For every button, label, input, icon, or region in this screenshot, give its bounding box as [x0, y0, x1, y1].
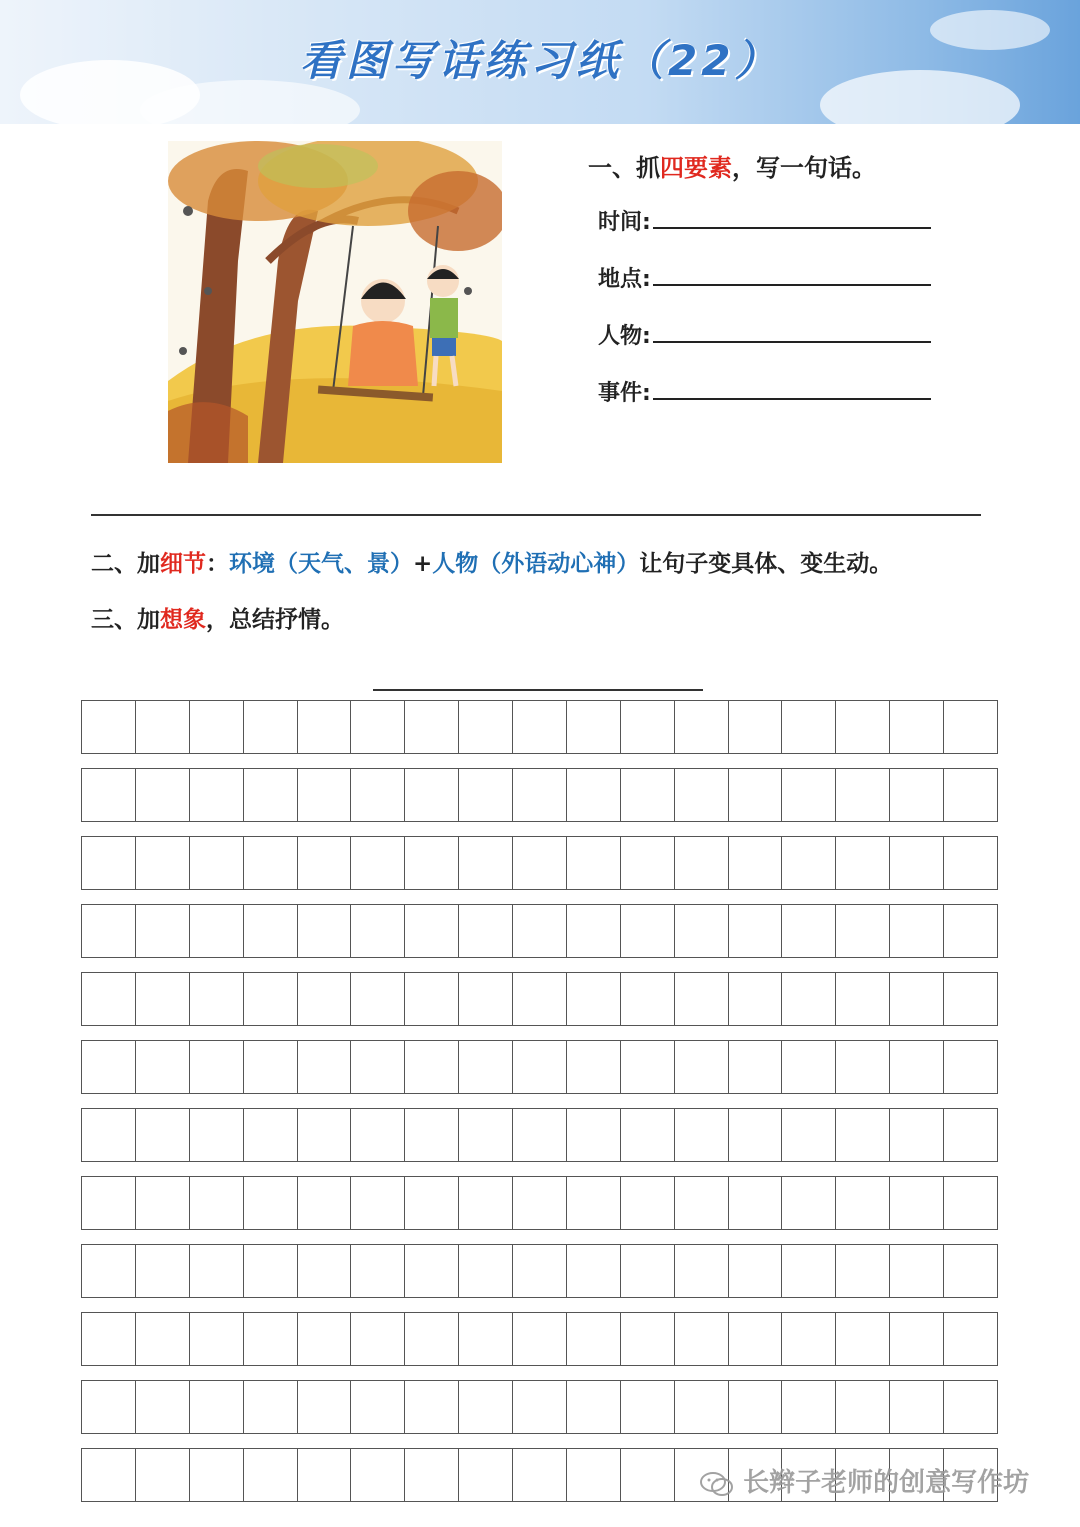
grid-cell[interactable] [567, 1381, 621, 1433]
grid-cell[interactable] [351, 1449, 405, 1501]
grid-cell[interactable] [459, 701, 513, 753]
section2-env: 环境（天气、景） [229, 551, 413, 577]
section2-prefix: 二、加 [91, 551, 160, 577]
grid-cell[interactable] [136, 1041, 190, 1093]
grid-cell[interactable] [675, 905, 729, 957]
grid-cell[interactable] [890, 905, 944, 957]
field-event-line[interactable] [653, 380, 931, 400]
grid-cell[interactable] [298, 701, 352, 753]
grid-cell[interactable] [298, 905, 352, 957]
grid-row [81, 904, 998, 958]
section2-people: 人物（外语动心神） [432, 551, 640, 577]
grid-cell[interactable] [190, 1041, 244, 1093]
grid-cell[interactable] [298, 837, 352, 889]
grid-cell[interactable] [729, 1381, 783, 1433]
grid-cell[interactable] [836, 1109, 890, 1161]
field-time[interactable] [598, 205, 931, 236]
grid-cell[interactable] [190, 973, 244, 1025]
grid-cell[interactable] [729, 973, 783, 1025]
grid-cell[interactable] [675, 837, 729, 889]
grid-cell[interactable] [136, 1449, 190, 1501]
grid-row [81, 1312, 998, 1366]
grid-cell[interactable] [944, 837, 998, 889]
grid-cell[interactable] [405, 837, 459, 889]
grid-cell[interactable] [836, 1041, 890, 1093]
field-place[interactable] [598, 262, 931, 293]
grid-cell[interactable] [82, 1449, 136, 1501]
grid-cell[interactable] [675, 1177, 729, 1229]
grid-cell[interactable] [190, 1381, 244, 1433]
section2-plus: + [413, 551, 433, 577]
grid-cell[interactable] [298, 1449, 352, 1501]
grid-cell[interactable] [244, 1381, 298, 1433]
section1-suffix: ，写一句话。 [732, 154, 876, 182]
grid-cell[interactable] [621, 1177, 675, 1229]
grid-cell[interactable] [836, 769, 890, 821]
grid-cell[interactable] [136, 1381, 190, 1433]
grid-cell[interactable] [890, 769, 944, 821]
grid-cell[interactable] [405, 701, 459, 753]
grid-cell[interactable] [459, 905, 513, 957]
grid-cell[interactable] [351, 1381, 405, 1433]
grid-cell[interactable] [513, 769, 567, 821]
grid-cell[interactable] [890, 837, 944, 889]
grid-cell[interactable] [836, 1381, 890, 1433]
grid-cell[interactable] [621, 1313, 675, 1365]
grid-cell[interactable] [351, 1177, 405, 1229]
grid-cell[interactable] [136, 837, 190, 889]
grid-row [81, 1040, 998, 1094]
grid-cell[interactable] [244, 1245, 298, 1297]
grid-cell[interactable] [405, 1245, 459, 1297]
section3-heading [91, 601, 344, 634]
grid-cell[interactable] [405, 905, 459, 957]
grid-cell[interactable] [298, 769, 352, 821]
grid-cell[interactable] [729, 769, 783, 821]
grid-row [81, 1380, 998, 1434]
grid-row [81, 972, 998, 1026]
grid-cell[interactable] [675, 973, 729, 1025]
grid-cell[interactable] [567, 973, 621, 1025]
grid-cell[interactable] [782, 837, 836, 889]
grid-cell[interactable] [513, 1041, 567, 1093]
grid-cell[interactable] [729, 837, 783, 889]
grid-row [81, 768, 998, 822]
grid-cell[interactable] [621, 1449, 675, 1501]
grid-cell[interactable] [621, 1245, 675, 1297]
grid-cell[interactable] [405, 769, 459, 821]
grid-cell[interactable] [190, 769, 244, 821]
grid-cell[interactable] [782, 1041, 836, 1093]
grid-cell[interactable] [298, 1381, 352, 1433]
grid-cell[interactable] [136, 1313, 190, 1365]
section1-prefix: 一、抓 [588, 154, 660, 182]
grid-cell[interactable] [351, 1041, 405, 1093]
section2-suffix: 让句子变具体、变生动。 [639, 551, 893, 577]
field-person-label: 人物: [598, 324, 651, 349]
grid-cell[interactable] [567, 1109, 621, 1161]
grid-cell[interactable] [244, 769, 298, 821]
grid-cell[interactable] [82, 1041, 136, 1093]
field-person[interactable] [598, 319, 931, 350]
grid-row [81, 1108, 998, 1162]
grid-cell[interactable] [298, 1177, 352, 1229]
field-time-label: 时间: [598, 210, 651, 235]
grid-cell[interactable] [136, 973, 190, 1025]
section-divider [91, 514, 981, 516]
grid-cell[interactable] [729, 1313, 783, 1365]
grid-cell[interactable] [675, 1109, 729, 1161]
section3-highlight: 想象 [160, 607, 206, 633]
grid-cell[interactable] [351, 1245, 405, 1297]
grid-cell[interactable] [890, 701, 944, 753]
grid-cell[interactable] [944, 905, 998, 957]
grid-cell[interactable] [567, 1041, 621, 1093]
grid-cell[interactable] [782, 905, 836, 957]
grid-cell[interactable] [136, 1245, 190, 1297]
grid-cell[interactable] [567, 1177, 621, 1229]
field-place-label: 地点: [598, 267, 651, 292]
grid-cell[interactable] [782, 973, 836, 1025]
grid-cell[interactable] [944, 769, 998, 821]
essay-title-line[interactable] [373, 689, 703, 691]
grid-cell[interactable] [513, 701, 567, 753]
grid-cell[interactable] [298, 1245, 352, 1297]
grid-cell[interactable] [244, 701, 298, 753]
grid-cell[interactable] [567, 1245, 621, 1297]
grid-cell[interactable] [351, 1313, 405, 1365]
grid-cell[interactable] [244, 1041, 298, 1093]
grid-cell[interactable] [405, 973, 459, 1025]
grid-cell[interactable] [190, 905, 244, 957]
grid-cell[interactable] [82, 701, 136, 753]
section2-heading [91, 545, 892, 578]
grid-cell[interactable] [244, 905, 298, 957]
grid-cell[interactable] [82, 769, 136, 821]
grid-row [81, 836, 998, 890]
grid-cell[interactable] [944, 1313, 998, 1365]
grid-cell[interactable] [890, 1381, 944, 1433]
grid-cell[interactable] [459, 1109, 513, 1161]
grid-cell[interactable] [82, 1109, 136, 1161]
wechat-icon [700, 1471, 734, 1497]
grid-cell[interactable] [82, 1313, 136, 1365]
grid-cell[interactable] [836, 1245, 890, 1297]
grid-cell[interactable] [190, 1177, 244, 1229]
section1-highlight: 四要素 [660, 154, 732, 182]
section1-heading [588, 148, 876, 183]
grid-cell[interactable] [459, 1313, 513, 1365]
grid-cell[interactable] [675, 701, 729, 753]
watermark [700, 1462, 1029, 1499]
grid-cell[interactable] [82, 973, 136, 1025]
section2-colon: ： [206, 551, 229, 577]
grid-cell[interactable] [782, 1313, 836, 1365]
grid-cell[interactable] [944, 1109, 998, 1161]
grid-row [81, 1244, 998, 1298]
grid-cell[interactable] [944, 973, 998, 1025]
grid-cell[interactable] [729, 1245, 783, 1297]
grid-cell[interactable] [298, 1109, 352, 1161]
grid-cell[interactable] [351, 837, 405, 889]
grid-cell[interactable] [513, 1245, 567, 1297]
grid-cell[interactable] [459, 1449, 513, 1501]
grid-cell[interactable] [459, 1177, 513, 1229]
grid-cell[interactable] [782, 1177, 836, 1229]
grid-cell[interactable] [298, 1041, 352, 1093]
grid-cell[interactable] [567, 769, 621, 821]
grid-cell[interactable] [890, 1313, 944, 1365]
grid-cell[interactable] [567, 701, 621, 753]
section3-suffix: ，总结抒情。 [206, 607, 344, 633]
grid-cell[interactable] [729, 1041, 783, 1093]
grid-cell[interactable] [298, 1313, 352, 1365]
grid-cell[interactable] [729, 701, 783, 753]
grid-cell[interactable] [675, 1313, 729, 1365]
grid-cell[interactable] [621, 1109, 675, 1161]
grid-cell[interactable] [621, 973, 675, 1025]
grid-cell[interactable] [621, 905, 675, 957]
grid-cell[interactable] [513, 1109, 567, 1161]
grid-cell[interactable] [244, 1177, 298, 1229]
grid-cell[interactable] [82, 905, 136, 957]
grid-cell[interactable] [567, 837, 621, 889]
grid-cell[interactable] [782, 769, 836, 821]
writing-grid[interactable] [81, 700, 998, 1516]
grid-cell[interactable] [82, 1381, 136, 1433]
grid-cell[interactable] [621, 1381, 675, 1433]
grid-cell[interactable] [190, 701, 244, 753]
grid-cell[interactable] [944, 701, 998, 753]
field-event[interactable] [598, 376, 931, 407]
grid-cell[interactable] [82, 1177, 136, 1229]
grid-cell[interactable] [567, 1449, 621, 1501]
swing-illustration [168, 141, 502, 463]
grid-cell[interactable] [136, 905, 190, 957]
grid-cell[interactable] [190, 1109, 244, 1161]
grid-cell[interactable] [890, 1041, 944, 1093]
grid-row [81, 700, 998, 754]
grid-cell[interactable] [351, 701, 405, 753]
grid-cell[interactable] [675, 1245, 729, 1297]
grid-cell[interactable] [621, 1041, 675, 1093]
grid-cell[interactable] [459, 1381, 513, 1433]
grid-cell[interactable] [567, 1313, 621, 1365]
grid-cell[interactable] [729, 905, 783, 957]
grid-cell[interactable] [513, 973, 567, 1025]
section3-prefix: 三、加 [91, 607, 160, 633]
grid-row [81, 1176, 998, 1230]
grid-cell[interactable] [890, 1177, 944, 1229]
grid-cell[interactable] [621, 837, 675, 889]
grid-cell[interactable] [244, 1449, 298, 1501]
grid-cell[interactable] [190, 1245, 244, 1297]
grid-cell[interactable] [351, 1109, 405, 1161]
grid-cell[interactable] [782, 701, 836, 753]
grid-cell[interactable] [459, 1041, 513, 1093]
grid-cell[interactable] [459, 1245, 513, 1297]
grid-cell[interactable] [244, 837, 298, 889]
grid-cell[interactable] [190, 1449, 244, 1501]
grid-cell[interactable] [836, 701, 890, 753]
grid-cell[interactable] [513, 1313, 567, 1365]
grid-cell[interactable] [513, 1177, 567, 1229]
grid-cell[interactable] [836, 1313, 890, 1365]
grid-cell[interactable] [459, 769, 513, 821]
field-event-label: 事件: [598, 381, 651, 406]
grid-cell[interactable] [836, 1177, 890, 1229]
grid-cell[interactable] [729, 1177, 783, 1229]
grid-cell[interactable] [244, 1313, 298, 1365]
grid-cell[interactable] [351, 769, 405, 821]
grid-cell[interactable] [782, 1245, 836, 1297]
grid-cell[interactable] [244, 1109, 298, 1161]
field-person-line[interactable] [653, 323, 931, 343]
grid-cell[interactable] [190, 1313, 244, 1365]
grid-cell[interactable] [190, 837, 244, 889]
grid-cell[interactable] [890, 1109, 944, 1161]
grid-cell[interactable] [459, 837, 513, 889]
grid-cell[interactable] [675, 1041, 729, 1093]
grid-cell[interactable] [944, 1177, 998, 1229]
field-time-line[interactable] [653, 209, 931, 229]
grid-cell[interactable] [567, 905, 621, 957]
grid-cell[interactable] [944, 1245, 998, 1297]
header-banner [0, 0, 1080, 124]
grid-cell[interactable] [405, 1313, 459, 1365]
grid-cell[interactable] [351, 905, 405, 957]
grid-cell[interactable] [244, 973, 298, 1025]
grid-cell[interactable] [944, 1041, 998, 1093]
grid-cell[interactable] [944, 1381, 998, 1433]
grid-cell[interactable] [675, 769, 729, 821]
grid-cell[interactable] [513, 905, 567, 957]
grid-cell[interactable] [836, 837, 890, 889]
grid-cell[interactable] [890, 1245, 944, 1297]
grid-cell[interactable] [836, 973, 890, 1025]
grid-cell[interactable] [621, 769, 675, 821]
grid-cell[interactable] [782, 1109, 836, 1161]
grid-cell[interactable] [82, 837, 136, 889]
grid-cell[interactable] [782, 1381, 836, 1433]
section2-highlight: 细节 [160, 551, 206, 577]
grid-cell[interactable] [405, 1041, 459, 1093]
grid-cell[interactable] [890, 973, 944, 1025]
grid-cell[interactable] [621, 701, 675, 753]
grid-cell[interactable] [513, 1449, 567, 1501]
field-place-line[interactable] [653, 266, 931, 286]
grid-cell[interactable] [298, 973, 352, 1025]
grid-cell[interactable] [136, 1177, 190, 1229]
grid-cell[interactable] [675, 1381, 729, 1433]
grid-cell[interactable] [351, 973, 405, 1025]
grid-cell[interactable] [459, 973, 513, 1025]
grid-cell[interactable] [405, 1109, 459, 1161]
grid-cell[interactable] [82, 1245, 136, 1297]
grid-cell[interactable] [729, 1109, 783, 1161]
grid-cell[interactable] [136, 701, 190, 753]
grid-cell[interactable] [136, 769, 190, 821]
watermark-text: 长辫子老师的创意写作坊 [743, 1468, 1030, 1498]
grid-cell[interactable] [405, 1381, 459, 1433]
grid-cell[interactable] [513, 1381, 567, 1433]
grid-cell[interactable] [836, 905, 890, 957]
grid-cell[interactable] [136, 1109, 190, 1161]
page-title: 看图写话练习纸（22） [300, 36, 781, 85]
grid-cell[interactable] [513, 837, 567, 889]
grid-cell[interactable] [405, 1177, 459, 1229]
grid-cell[interactable] [405, 1449, 459, 1501]
